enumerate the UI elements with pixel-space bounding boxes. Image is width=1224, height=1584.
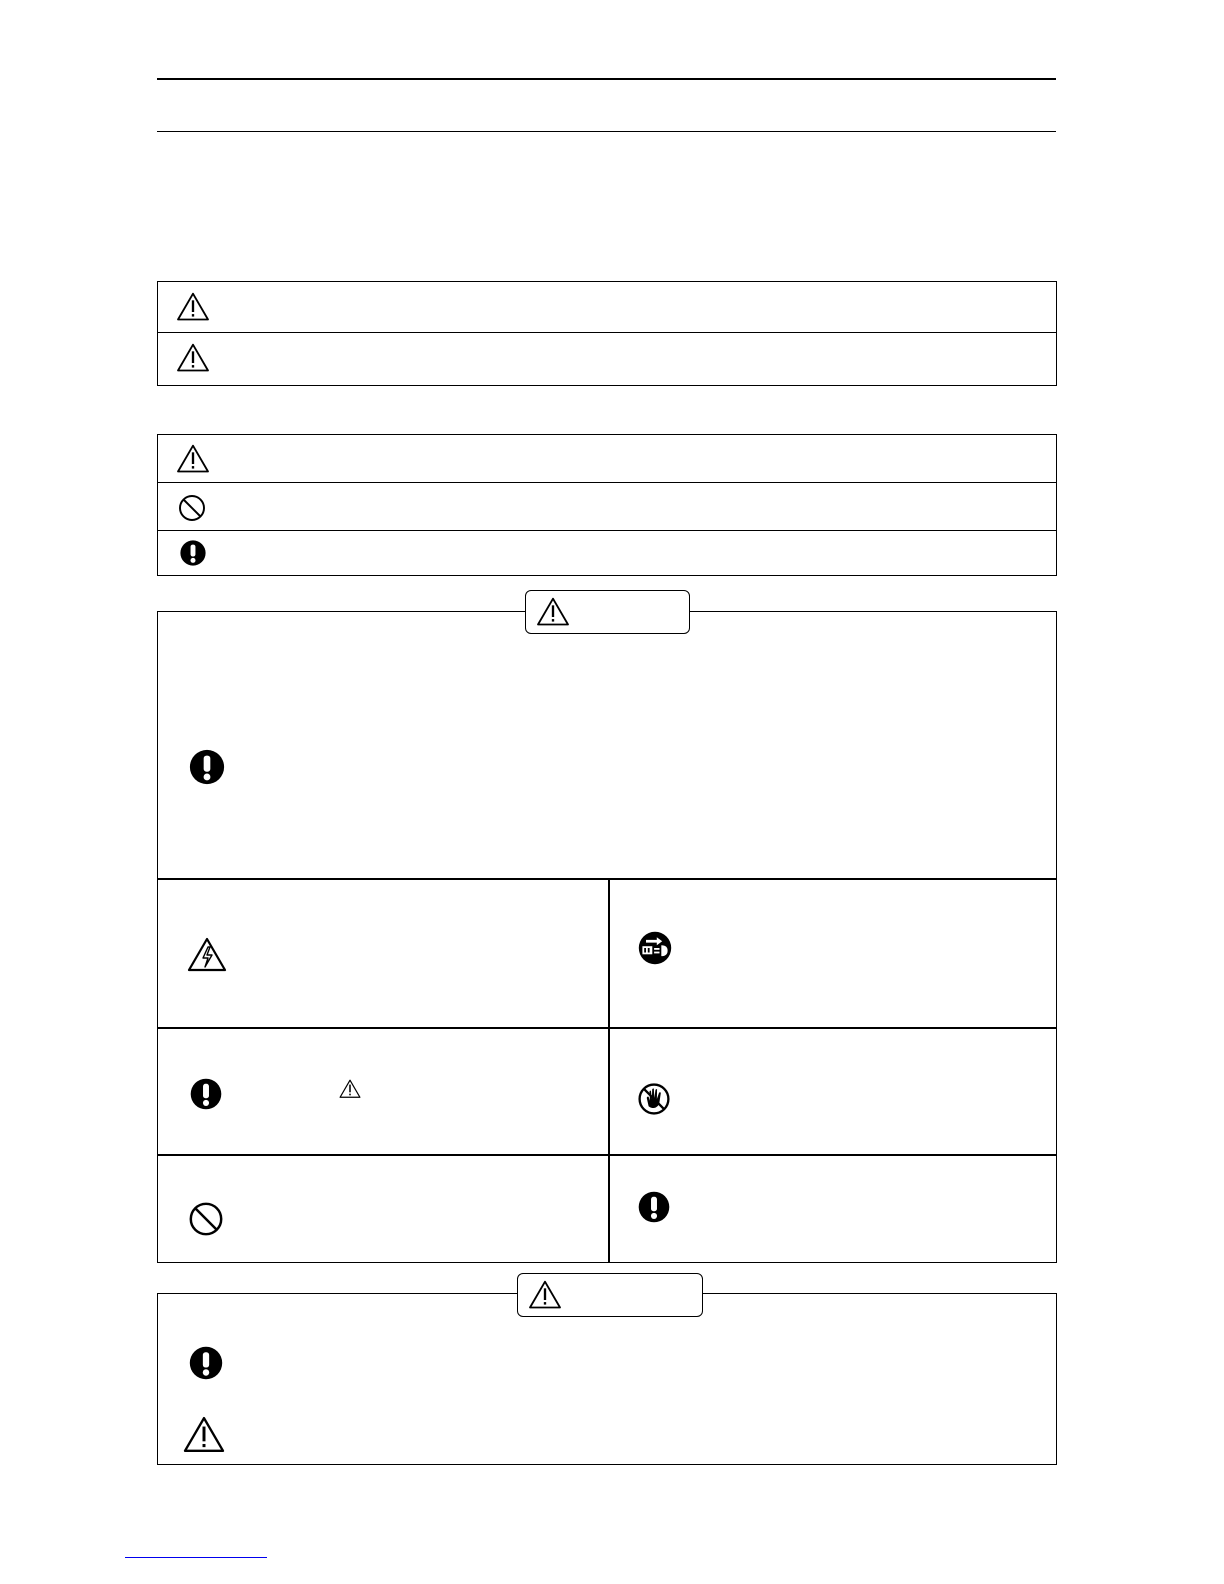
prohibited-icon <box>177 493 207 523</box>
prohibited-icon <box>187 1200 225 1238</box>
warning-triangle-icon <box>176 444 210 474</box>
warning-grid-cell <box>159 1029 608 1154</box>
electric-shock-icon <box>186 937 228 973</box>
symbol-legend-row <box>158 435 1056 483</box>
warning-section-tag <box>525 590 690 634</box>
warning-grid-cell <box>610 1029 1056 1154</box>
unplug-icon <box>637 930 673 966</box>
mandatory-icon <box>637 1190 671 1224</box>
symbol-legend-table <box>157 434 1057 576</box>
do-not-touch-icon <box>636 1081 672 1117</box>
severity-legend-row <box>158 282 1056 333</box>
header-rule-top <box>157 78 1056 80</box>
severity-legend-row <box>158 333 1056 385</box>
page-title <box>157 88 1056 124</box>
mandatory-icon <box>188 1345 224 1381</box>
caution-section <box>157 1293 1057 1465</box>
mandatory-icon <box>179 539 207 567</box>
warning-triangle-icon <box>182 1416 226 1454</box>
caution-section-tag <box>517 1273 703 1317</box>
warning-grid-cell <box>610 880 1056 1027</box>
warning-grid-cell <box>610 1156 1056 1262</box>
symbol-legend-row <box>158 531 1056 575</box>
warning-triangle-icon <box>176 343 210 373</box>
mandatory-icon <box>189 1077 223 1111</box>
severity-legend-table <box>157 281 1057 386</box>
warning-triangle-icon <box>339 1079 361 1099</box>
intro-text <box>157 160 1056 260</box>
footer-link-underline[interactable] <box>125 1557 267 1558</box>
warning-grid-cell <box>159 880 608 1027</box>
warning-triangle-icon <box>528 1280 562 1310</box>
symbol-legend-row <box>158 483 1056 531</box>
mandatory-icon <box>188 748 226 786</box>
warning-grid-cell <box>159 1156 608 1262</box>
warning-triangle-icon <box>176 292 210 322</box>
header-rule-bottom <box>157 131 1056 132</box>
warning-triangle-icon <box>536 597 570 627</box>
